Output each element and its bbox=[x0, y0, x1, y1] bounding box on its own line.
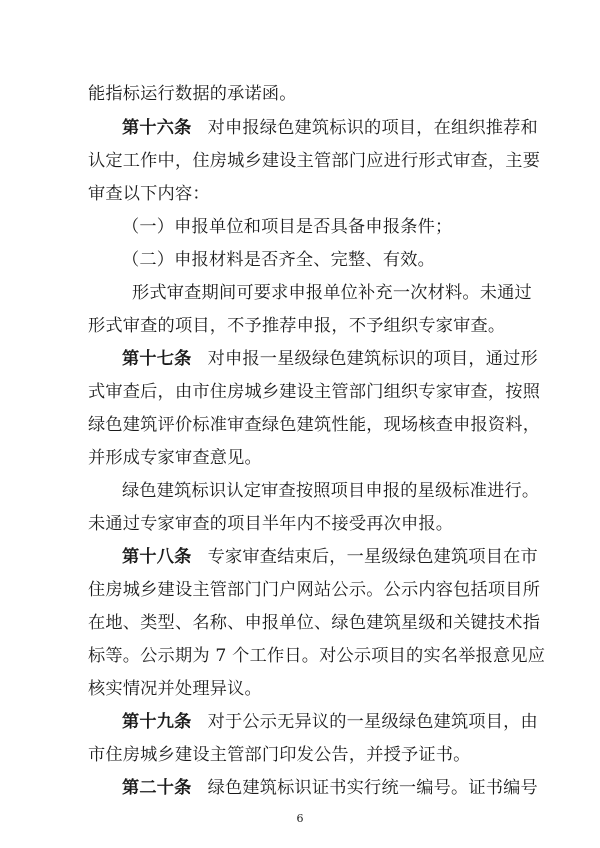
article-18-line bbox=[0, 542, 600, 572]
text-line-8 bbox=[0, 311, 600, 341]
text-line-16 bbox=[0, 575, 600, 605]
line-text: （一）申报单位和项目是否具备申报条件； bbox=[122, 217, 453, 237]
list-item-1 bbox=[0, 212, 600, 242]
text-line-12 bbox=[0, 443, 600, 473]
text-line-13 bbox=[0, 476, 600, 506]
text-line-4 bbox=[0, 179, 600, 209]
text-line-21 bbox=[0, 740, 600, 770]
line-text: 绿色建筑评价标准审查绿色建筑性能，现场核查申报资料， bbox=[88, 415, 541, 435]
list-item-2 bbox=[0, 245, 600, 275]
text-line-3 bbox=[0, 146, 600, 176]
line-text: 标等。公示期为 7 个工作日。对公示项目的实名举报意见应 bbox=[88, 646, 546, 666]
text-line-1 bbox=[0, 79, 600, 109]
line-text: 核实情况并处理异议。 bbox=[88, 679, 262, 699]
line-text: 形式审查期间可要求申报单位补充一次材料。未通过 bbox=[132, 283, 532, 303]
article-heading: 第十七条 bbox=[122, 349, 192, 369]
line-text: 能指标运行数据的承诺函。 bbox=[88, 84, 297, 104]
article-20-line bbox=[0, 773, 600, 803]
line-text: 在地、类型、名称、申报单位、绿色建筑星级和关键技术指 bbox=[88, 613, 541, 633]
line-text: （二）申报材料是否齐全、完整、有效。 bbox=[122, 250, 435, 270]
article-19-line bbox=[0, 707, 600, 737]
article-17-line bbox=[0, 344, 600, 374]
line-text: 式审查后，由市住房城乡建设主管部门组织专家审查，按照 bbox=[88, 382, 541, 402]
line-text: 对于公示无异议的一星级绿色建筑项目，由 bbox=[207, 712, 538, 732]
line-text: 审查以下内容： bbox=[88, 184, 210, 204]
line-text: 形式审查的项目，不予推荐申报，不予组织专家审查。 bbox=[88, 316, 506, 336]
page-number: 6 bbox=[296, 812, 304, 825]
line-text: 对申报一星级绿色建筑标识的项目，通过形 bbox=[207, 349, 538, 369]
line-text: 市住房城乡建设主管部门印发公告，并授予证书。 bbox=[88, 745, 471, 765]
line-text: 未通过专家审查的项目半年内不接受再次申报。 bbox=[88, 514, 454, 534]
text-line-11 bbox=[0, 410, 600, 440]
article-heading: 第十八条 bbox=[122, 547, 192, 567]
line-text: 专家审查结束后，一星级绿色建筑项目在市 bbox=[207, 547, 538, 567]
text-line-10 bbox=[0, 377, 600, 407]
line-text: 对申报绿色建筑标识的项目，在组织推荐和 bbox=[207, 118, 538, 138]
line-text: 绿色建筑标识证书实行统一编号。证书编号 bbox=[207, 778, 538, 798]
line-text: 并形成专家审查意见。 bbox=[88, 448, 262, 468]
text-line-7 bbox=[0, 278, 600, 308]
line-text: 住房城乡建设主管部门门户网站公示。公示内容包括项目所 bbox=[88, 580, 541, 600]
line-text: 认定工作中，住房城乡建设主管部门应进行形式审查，主要 bbox=[88, 151, 541, 171]
text-line-18 bbox=[0, 641, 600, 671]
article-heading: 第二十条 bbox=[122, 778, 192, 798]
text-line-14 bbox=[0, 509, 600, 539]
article-heading: 第十九条 bbox=[122, 712, 192, 732]
line-text: 绿色建筑标识认定审查按照项目申报的星级标准进行。 bbox=[122, 481, 540, 501]
text-line-17 bbox=[0, 608, 600, 638]
article-16-line bbox=[0, 113, 600, 143]
text-line-19 bbox=[0, 674, 600, 704]
article-heading: 第十六条 bbox=[122, 118, 192, 138]
